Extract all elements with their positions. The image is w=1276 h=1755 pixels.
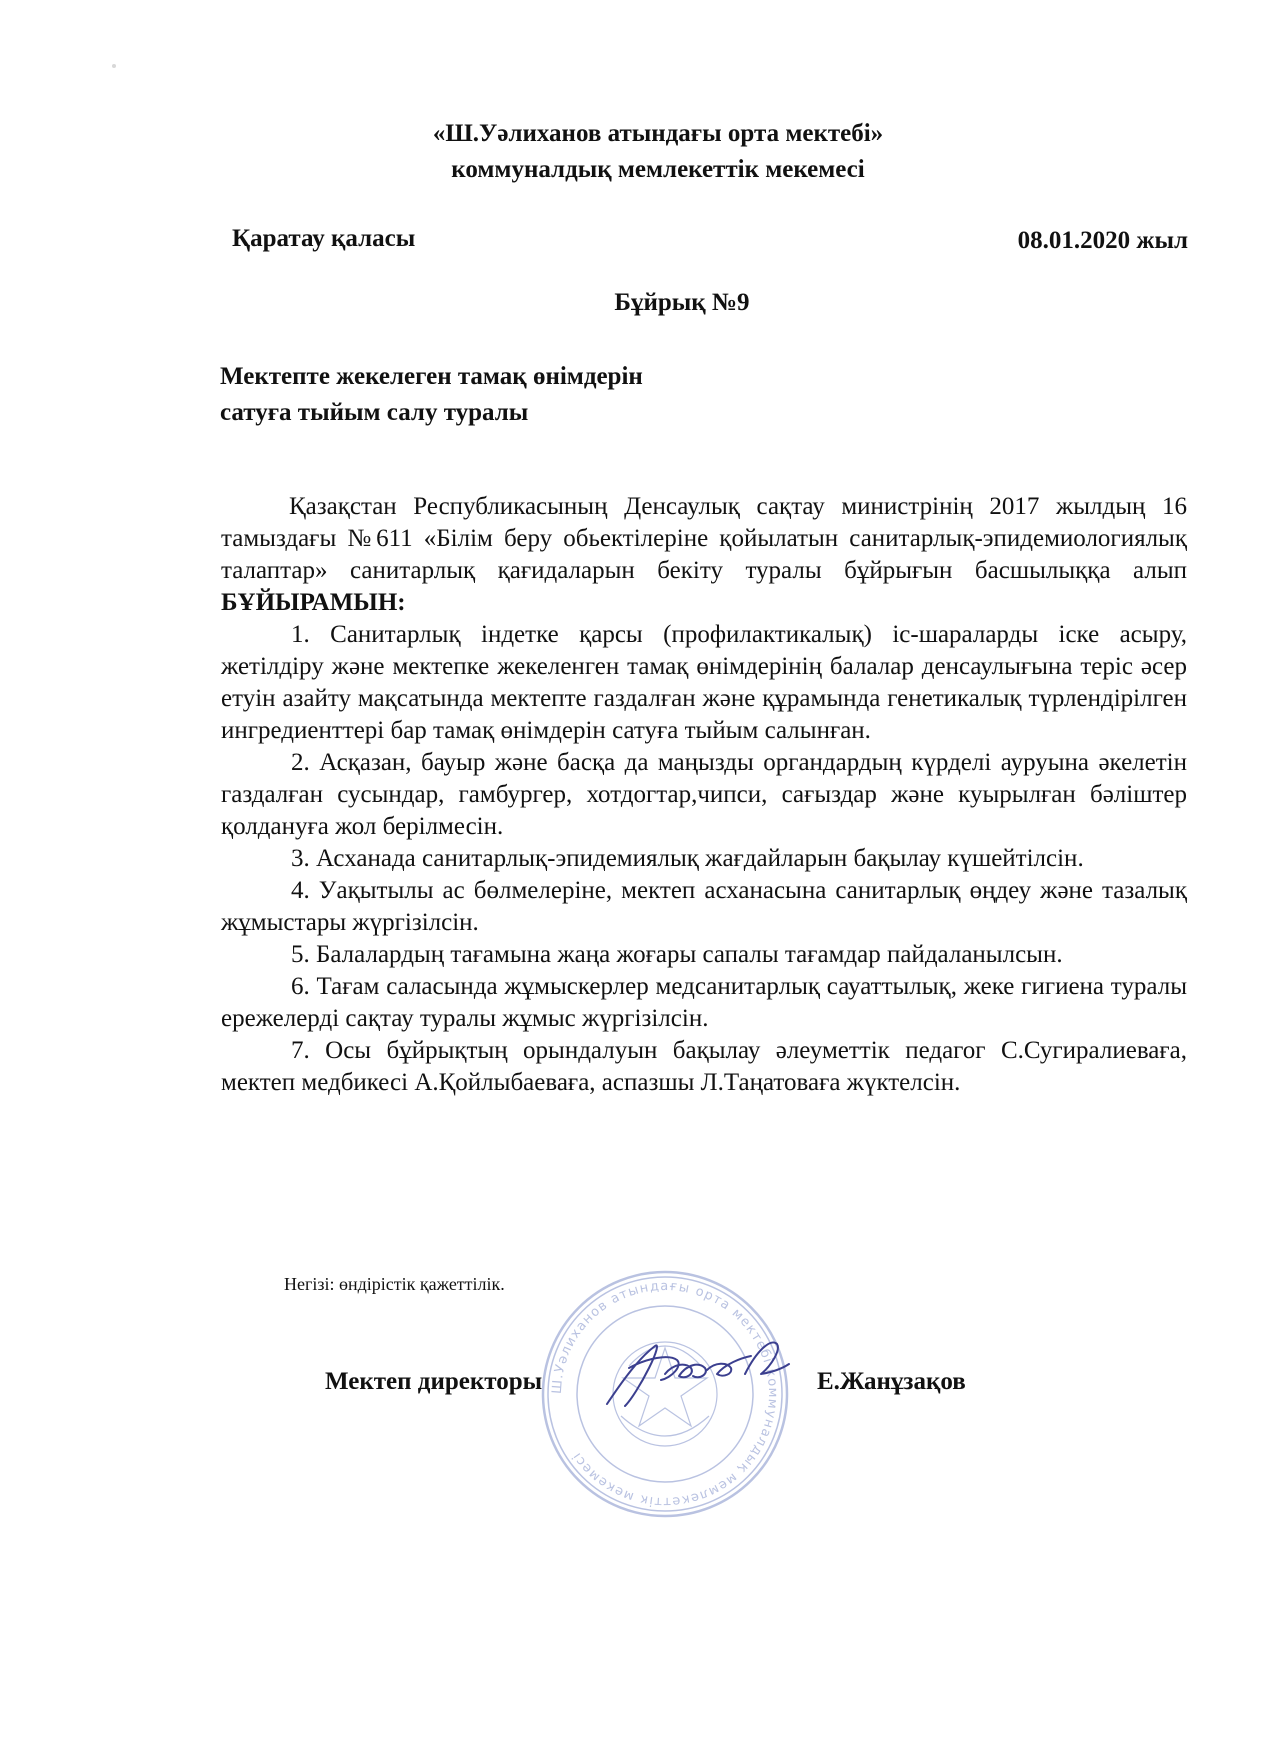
stamp-ring-text: Ш.Уәлиханов атындағы орта мектебі коммуналдық мемлекеттік мекемесі <box>549 1278 781 1510</box>
institution-type: коммуналдық мемлекеттік мекемесі <box>451 156 865 183</box>
order-item-6: 6. Тағам саласында жұмыскерлер медсанитарлық сауаттылық, жеке гигиена туралы ережелерді сақтау туралы жұмыс жүргізілсін. <box>221 973 1187 1032</box>
order-title: Бұйрық №9 <box>614 289 750 316</box>
director-name: Е.Жанұзақов <box>817 1368 966 1395</box>
order-item-2: 2. Асқазан, бауыр және басқа да маңызды органдардың күрделі ауруына әкелетін газдалған сусындар, гамбургер, хотдогтар,чипси, сағыздар және куырылған бәліштер қолдануға жол берілмесін. <box>221 749 1187 840</box>
order-body <box>221 491 1187 1099</box>
preamble-text: Қазақстан Республикасының Денсаулық сақтау министрінің 2017 жылдың 16 тамыздағы №611 «Білім беру обьектілеріне қойылатын санитарлық-эпидемиологиялық талаптар» санитарлық қағидаларын бекіту туралы бұйрығын басшылыққа алып <box>221 493 1187 584</box>
order-basis: Негізі: өндірістік қажеттілік. <box>284 1274 505 1294</box>
document-header <box>0 116 1276 188</box>
stamp-emblem-wreath <box>621 1416 709 1436</box>
order-item-5: 5. Балалардың тағамына жаңа жоғары сапалы тағамдар пайдаланылсын. <box>291 941 1063 968</box>
subject-line-1: Мектепте жекелеген тамақ өнімдерін <box>220 363 643 390</box>
command-word: БҰЙЫРАМЫН: <box>221 589 406 616</box>
institution-name: «Ш.Уәлиханов атындағы орта мектебі» <box>432 120 884 147</box>
order-item-4: 4. Уақытылы ас бөлмелеріне, мектеп асханасына санитарлық өңдеу және тазалық жұмыстары жүргізілсін. <box>221 877 1187 936</box>
order-item-3: 3. Асханада санитарлық-эпидемиялық жағдайларын бақылау күшейтілсін. <box>291 845 1084 872</box>
director-title: Мектеп директоры <box>325 1368 543 1395</box>
document-date: 08.01.2020 жыл <box>1017 227 1188 254</box>
order-subject <box>220 359 643 431</box>
order-item-1: 1. Санитарлық індетке қарсы (профилактикалық) іс-шараларды іске асыру, жетілдіру және мектепке жекеленген тамақ өнімдерінің балалар денсаулығына теріс әсер етуін азайту мақсатында мектепте газдалған және құрамында генетикалық түрлендірілген ингредиенттері бар тамақ өнімдерін сатуға тыйым салынған. <box>221 621 1187 744</box>
scan-speck <box>112 64 116 68</box>
place-of-issue: Қаратау қаласы <box>232 225 416 252</box>
order-item-7: 7. Осы бұйрықтың орындалуын бақылау әлеуметтік педагог С.Сугиралиеваға, мектеп медбикесі А.Қойлыбаеваға, аспазшы Л.Таңатоваға жүктелсін. <box>221 1037 1187 1096</box>
subject-line-2: сатуға тыйым салу туралы <box>220 399 529 426</box>
handwritten-signature <box>595 1328 795 1418</box>
preamble <box>221 491 1187 619</box>
